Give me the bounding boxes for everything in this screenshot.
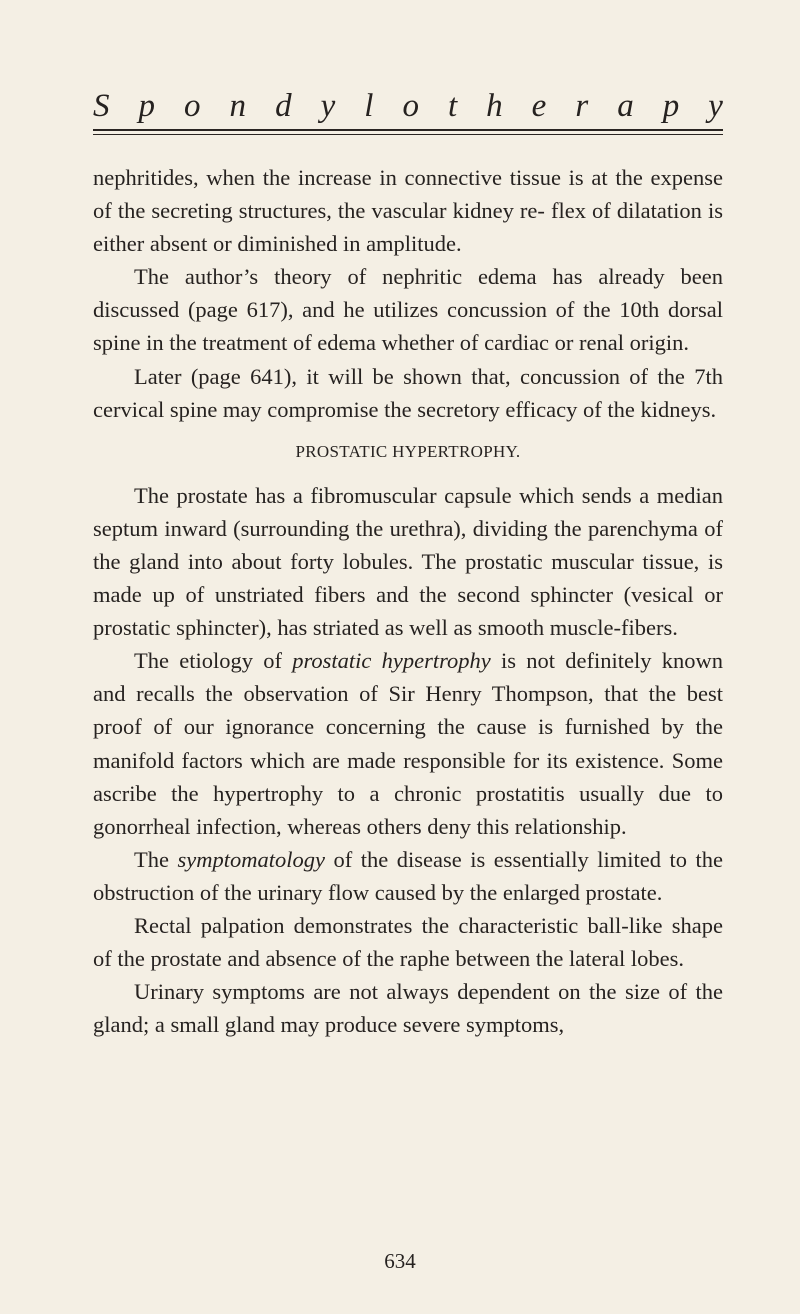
running-head-letter: o <box>184 88 201 124</box>
running-head-letter: y <box>320 88 336 124</box>
running-head <box>93 86 723 126</box>
text-run: of the disease is essentially limited to the obstruction of the urinary flow caused by the enlarged prostate. <box>93 846 724 905</box>
running-head-letter: a <box>617 88 634 124</box>
body-text <box>93 161 723 1041</box>
paragraph: The author’s theory of nephritic edema has already been discussed (page 617), and he utilizes concussion of the 10th dorsal spine in the treatment of edema whether of cardiac or renal origin. <box>93 264 723 356</box>
header-rule-thick <box>93 129 723 131</box>
paragraph <box>93 644 723 843</box>
paragraph: Later (page 641), it will be shown that, concussion of the 7th cervical spine may compromise the secretory efficacy of the kidneys. <box>93 363 723 422</box>
text-run: The etiology of <box>134 648 293 674</box>
running-head-letter: e <box>531 88 547 124</box>
running-head-letter: o <box>402 88 419 124</box>
paragraph: The prostate has a fibromuscular capsule which sends a median septum inward (surrounding the urethra), dividing the parenchyma of the gland into about forty lobules. The prostatic muscular tissue, is made up of unstriated fibers and the second sphincter (vesical or prostatic sphincter), has striated as well as smooth muscle-fibers. <box>93 482 723 641</box>
running-head-letter: p <box>138 88 156 124</box>
running-head-letter: p <box>662 88 680 124</box>
page-number: 634 <box>384 1249 416 1273</box>
running-head-letter: n <box>229 88 247 124</box>
section-heading: PROSTATIC HYPERTROPHY. <box>295 441 521 461</box>
text-run: The <box>134 846 178 872</box>
running-head-letter: d <box>275 88 292 124</box>
italic-term: symptomatology <box>177 846 325 872</box>
running-head-letter: y <box>708 88 723 124</box>
header-rule-thin <box>93 134 723 135</box>
text-run: is not definitely known and recalls the observation of Sir Henry Thompson, that the best proof of our ignorance concerning the cause is furnished by the manifold factors which are made responsible for its existence. Some ascribe the hypertrophy to a chronic prostatitis usually due to gonorrheal infection, whereas others deny this relationship. <box>93 648 724 839</box>
paragraph: nephritides, when the increase in connective tissue is at the expense of the secreting structures, the vascular kidney re- flex of dilatation is either absent or diminished in amplitude. <box>93 165 723 257</box>
paragraph <box>93 843 723 909</box>
paragraph: Rectal palpation demonstrates the characteristic ball-like shape of the prostate and absence of the raphe between the lateral lobes. <box>93 912 723 972</box>
running-head-letter: S <box>93 88 110 124</box>
running-head-letter: t <box>447 88 458 124</box>
paragraph: Urinary symptoms are not always dependent on the size of the gland; a small gland may produce severe symptoms, <box>93 979 723 1038</box>
running-head-letter: l <box>364 88 374 124</box>
italic-term: prostatic hypertrophy <box>292 648 491 674</box>
running-head-letter: h <box>486 88 503 124</box>
running-head-letter: r <box>575 88 589 124</box>
